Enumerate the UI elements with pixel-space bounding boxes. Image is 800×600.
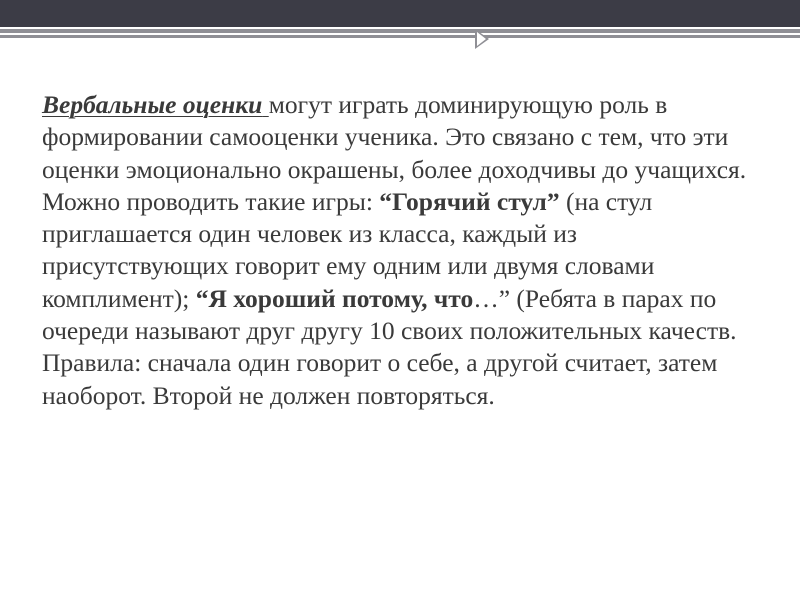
game-im-good-description: (Ребята в парах по очереди называют друг другу 10 своих положительных качеств. Правила: сначала один говорит о себе, а другой считает, затем наоборот. Второй не должен повторяться. xyxy=(42,283,737,410)
game-hot-chair-title: “Горячий стул” xyxy=(379,186,560,216)
game-hot-chair-description: (на стул приглашается один человек из класса, каждый из присутствующих говорит ему одним или двумя словами комплимент); xyxy=(42,186,655,313)
slide-body-text xyxy=(42,89,762,412)
game-im-good-ellipsis: …” xyxy=(473,283,511,313)
term-verbal-assessment: Вербальные оценки xyxy=(42,90,263,119)
triangle-marker-icon xyxy=(0,0,800,60)
game-im-good-title: “Я хороший потому, что xyxy=(195,283,474,313)
intro-text: могут играть доминирующую роль в формировании самооценки ученика. Это связано с тем, что эти оценки эмоционально окрашены, более доходчивы до учащихся. Можно проводить такие игры: xyxy=(42,90,747,216)
